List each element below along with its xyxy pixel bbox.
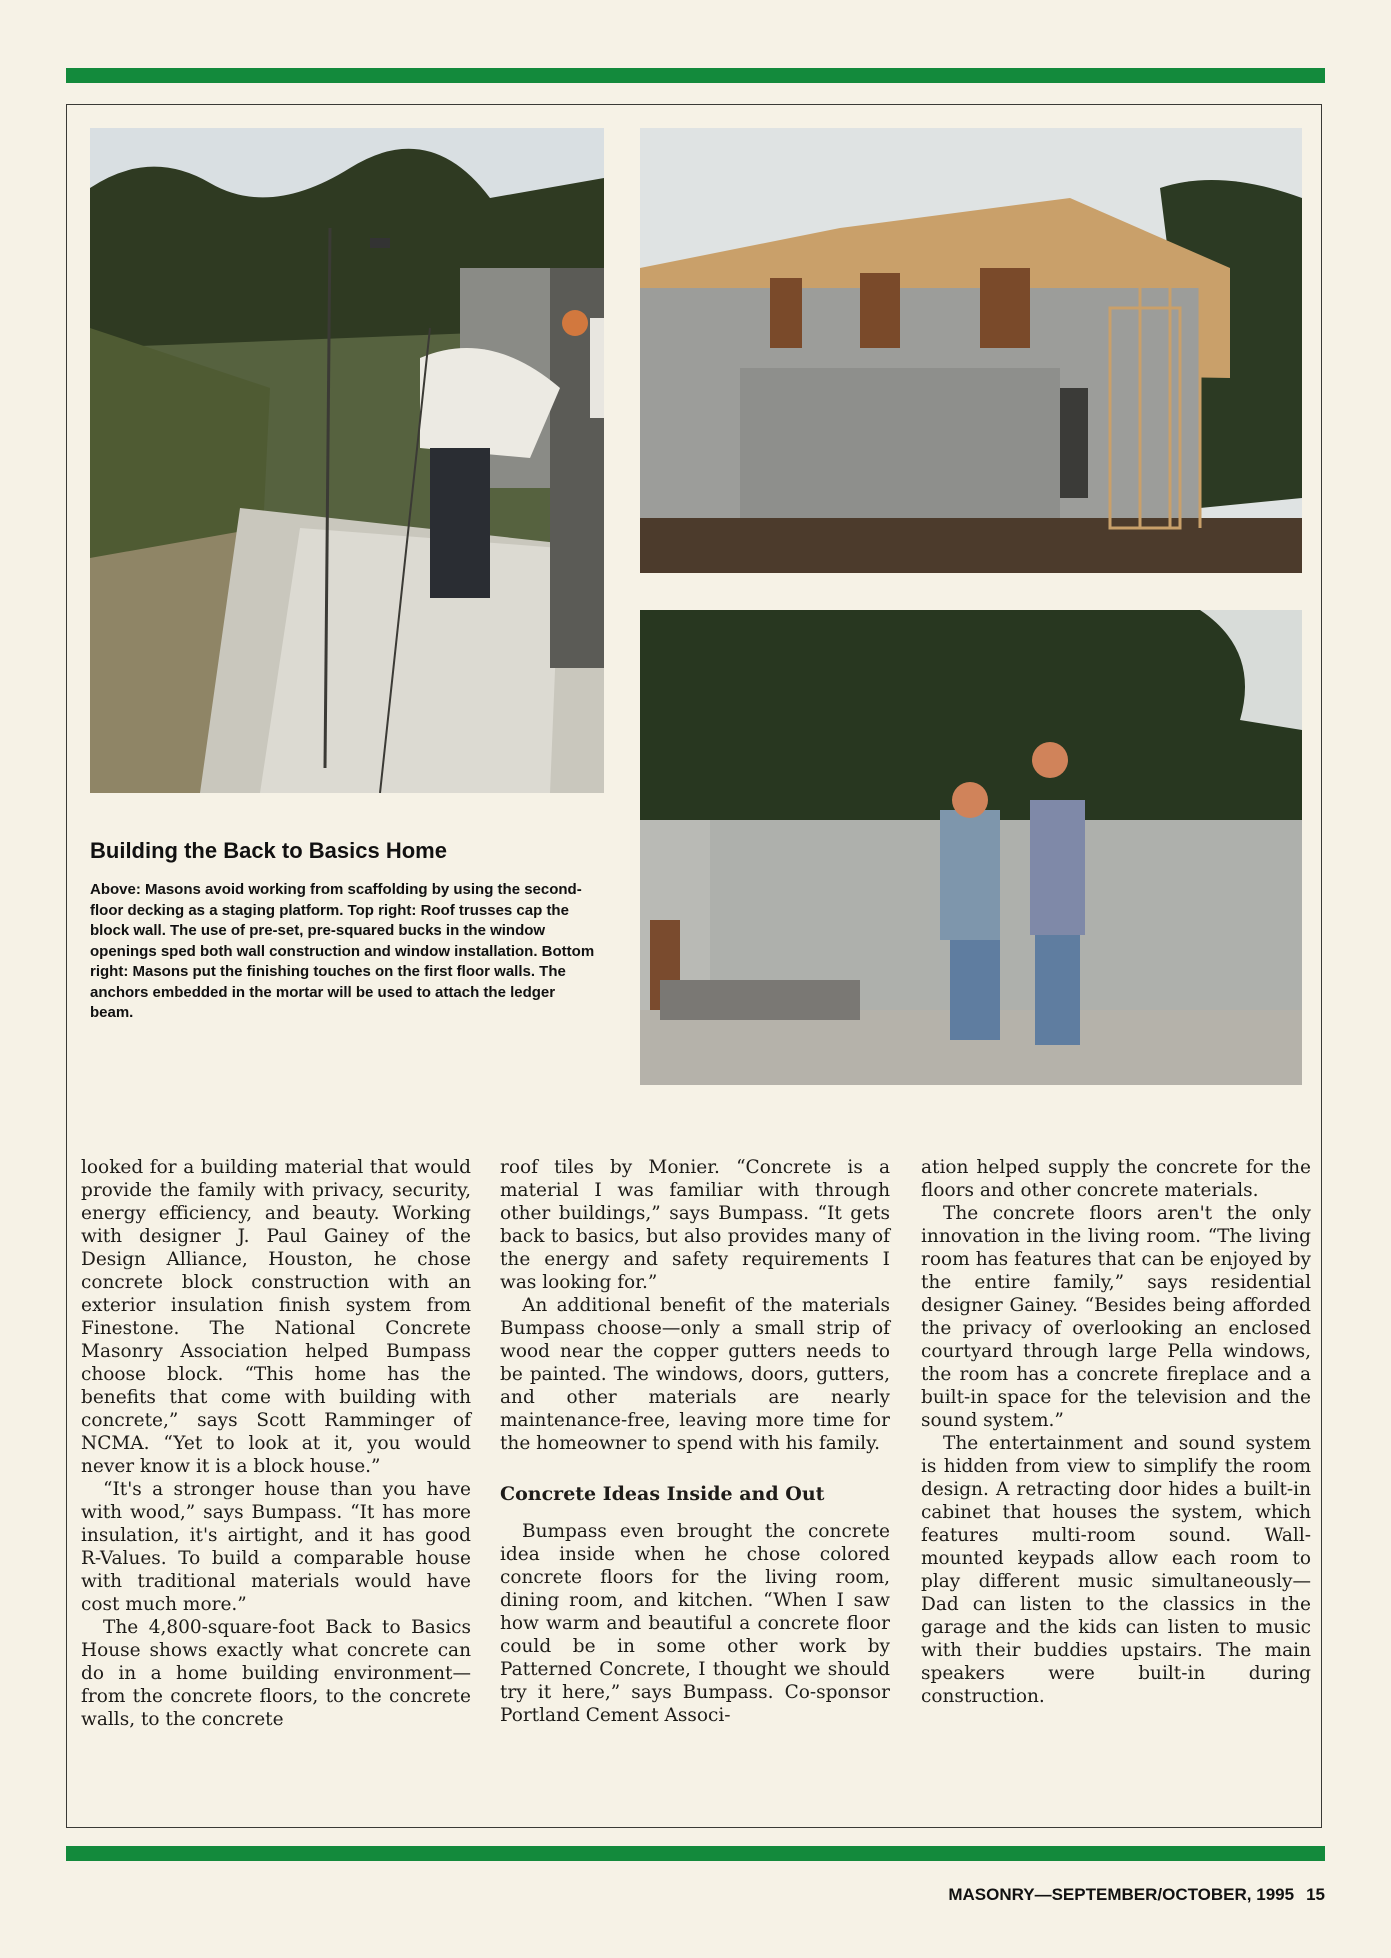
article-column-2 bbox=[500, 1156, 890, 1727]
page-number: 15 bbox=[1306, 1885, 1325, 1904]
publication-line: MASONRY—SEPTEMBER/OCTOBER, 1995 bbox=[948, 1885, 1295, 1904]
subhead: Concrete Ideas Inside and Out bbox=[500, 1483, 825, 1505]
paragraph: Bumpass even brought the concrete idea inside when he chose colored concrete floors for the living room, dining room, and kitchen. “When I saw how warm and beautiful a concrete floor could be in some other work by Patterned Concrete, I thought we should try it here,” says Bumpass. Co-sponsor Portland Cement Associ- bbox=[500, 1521, 890, 1726]
article-column-1 bbox=[81, 1156, 471, 1731]
caption-title: Building the Back to Basics Home bbox=[90, 838, 447, 863]
paragraph: “It's a stronger house than you have with wood,” says Bumpass. “It has more insulation, it's airtight, and it has good R-Values. To build a comparable house with traditional materials would have cost much more.” bbox=[81, 1479, 471, 1615]
photo-masons-on-decking bbox=[90, 128, 604, 793]
photo-finishing-walls bbox=[640, 610, 1302, 1085]
bottom-green-rule bbox=[66, 1846, 1325, 1861]
article-column-3 bbox=[921, 1156, 1311, 1708]
paragraph: looked for a building material that would provide the family with privacy, security, energy efficiency, and beauty. Working with designer J. Paul Gainey of the Design Alliance, Houston, he chose concrete block construction with an exterior insulation finish system from Finestone. The National Concrete Masonry Association helped Bumpass choose block. “This home has the benefits that come with building with concrete,” says Scott Ramminger of NCMA. “Yet to look at it, you would never know it is a block house.” bbox=[81, 1157, 471, 1477]
paragraph: An additional benefit of the materials Bumpass choose—only a small strip of wood near the copper gutters needs to be painted. The windows, doors, gutters, and other materials are nearly maintenance-free, leaving more time for the homeowner to spend with his family. bbox=[500, 1295, 890, 1454]
paragraph: The 4,800-square-foot Back to Basics House shows exactly what concrete can do in a home building environment—from the concrete floors, to the concrete walls, to the concrete bbox=[81, 1617, 471, 1730]
page-footer bbox=[948, 1885, 1325, 1905]
caption-body: Above: Masons avoid working from scaffolding by using the second-floor decking as a staging platform. Top right: Roof trusses cap the block wall. The use of pre-set, pre-squared bucks in the window openings sped both wall construction and window installation. Bottom right: Masons put the finishing touches on the first floor walls. The anchors embedded in the mortar will be used to attach the ledger beam. bbox=[90, 881, 595, 1021]
top-green-rule bbox=[66, 68, 1325, 83]
paragraph: The concrete floors aren't the only innovation in the living room. “The living room has features that can be enjoyed by the entire family,” says residential designer Gainey. “Besides being afforded the privacy of overlooking an enclosed courtyard through large Pella windows, the room has a concrete fireplace and a built-in space for the television and the sound system.” bbox=[921, 1203, 1311, 1431]
paragraph: roof tiles by Monier. “Concrete is a material I was familiar with through other buildings,” says Bumpass. “It gets back to basics, but also provides many of the energy and safety requirements I was looking for.” bbox=[500, 1157, 890, 1293]
photo-roof-trusses bbox=[640, 128, 1302, 573]
paragraph: ation helped supply the concrete for the floors and other concrete materials. bbox=[921, 1157, 1311, 1201]
paragraph: The entertainment and sound system is hidden from view to simplify the room design. A retracting door hides a built-in cabinet that houses the system, which features multi-room sound. Wall-mounted keypads allow each room to play different music simultaneously—Dad can listen to the classics in the garage and the kids can listen to music with their buddies upstairs. The main speakers were built-in during construction. bbox=[921, 1433, 1311, 1707]
